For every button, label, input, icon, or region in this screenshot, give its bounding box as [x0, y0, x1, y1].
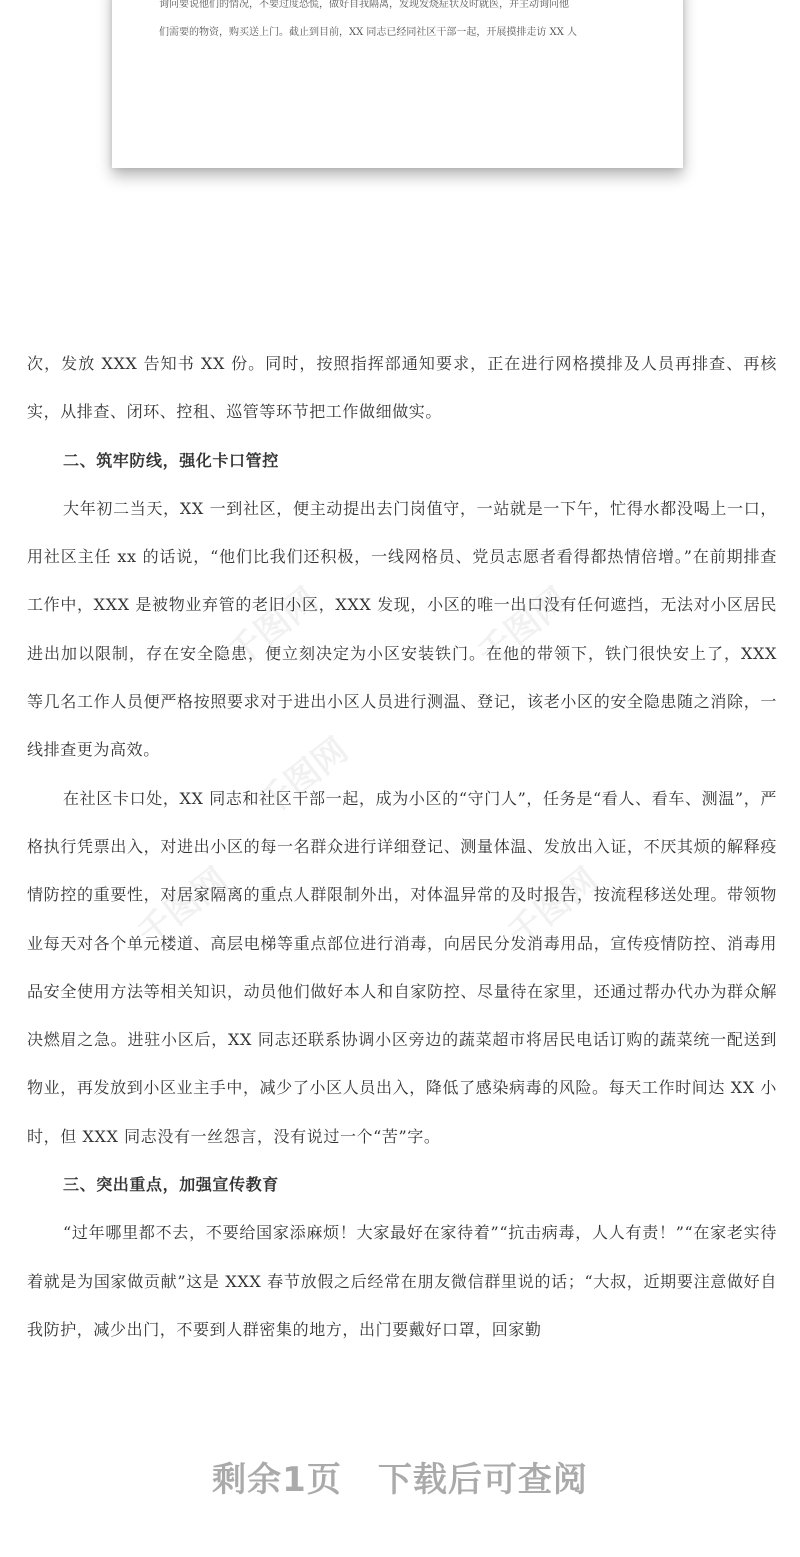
section-heading-3: 三、突出重点，加强宣传教育: [63, 1175, 279, 1195]
watermark-logo: 千图网: [470, 580, 576, 675]
preview-page-card: [112, 0, 683, 168]
paragraph-publicity: “过年哪里都不去，不要给国家添麻烦！大家最好在家待着”“抗击病毒，人人有责！”“在家老实待着就是为国家做贡献”这是 XXX 春节放假之后经常在朋友微信群里说的话；“大叔，近期要注意做好自我防护，减少出门，不要到人群密集的地方，出门要戴好口罩，回家勤: [27, 1223, 777, 1339]
paragraph-checkpoint: 在社区卡口处，XX 同志和社区干部一起，成为小区的“守门人”，任务是“看人、看车、测温”，严格执行凭票出入，对进出小区的每一名群众进行详细登记、测量体温、发放出入证，不厌其烦的解释疫情防控的重要性，对居家隔离的重点人群限制外出，对体温异常的及时报告，按流程移送处理。带领物业每天对各个单元楼道、高层电梯等重点部位进行消毒，向居民分发消毒用品，宣传疫情防控、消毒用品安全使用方法等相关知识，动员他们做好本人和自家防控、尽量待在家里，还通过帮办代办为群众解决燃眉之急。进驻小区后，XX 同志还联系协调小区旁边的蔬菜超市将居民电话订购的蔬菜统一配送到物业，再发放到小区业主手中，减少了小区人员出入，降低了感染病毒的风险。每天工作时间达 XX 小时，但 XXX 同志没有一丝怨言，没有说过一个“苦”字。: [27, 788, 777, 1146]
section-heading-2: 二、筑牢防线，强化卡口管控: [63, 450, 279, 470]
watermark-logo: 千图网: [220, 580, 326, 675]
preview-text-line: 询问要说他们的情况，不要过度恐慌，做好自我隔离，发现发烧症状及时就医，并主动询问他: [159, 0, 569, 10]
download-prompt-label: 下载后可查阅: [377, 1460, 588, 1500]
watermark-logo: 千图网: [250, 730, 356, 825]
watermark-logo: 千图网: [500, 860, 606, 955]
watermark-logo: 千图网: [130, 860, 236, 955]
paragraph-continuation: 次，发放 XXX 告知书 XX 份。同时，按照指挥部通知要求，正在进行网格摸排及人员再排查、再核实，从排查、闭环、控租、巡管等环节把工作做细做实。: [27, 354, 777, 422]
preview-text-line: 们需要的物资，购买送上门。截止到目前，XX 同志已经同社区干部一起，开展摸排走访 XX 人: [159, 27, 578, 38]
paragraph-gate-duty: 大年初二当天，XX 一到社区，便主动提出去门岗值守，一站就是一下午，忙得水都没喝上一口，用社区主任 xx 的话说，“他们比我们还积极，一线网格员、党员志愿者看得都热情倍增。”在前期排查工作中，XXX 是被物业弃管的老旧小区，XXX 发现，小区的唯一出口没有任何遮挡，无法对小区居民进出加以限制，存在安全隐患，便立刻决定为小区安装铁门。在他的带领下，铁门很快安上了，XXX 等几名工作人员便严格按照要求对于进出小区人员进行测温、登记，该老小区的安全隐患随之消除，一线排查更为高效。: [27, 498, 777, 760]
remaining-pages-label: 剩余1页: [212, 1460, 342, 1500]
download-to-read-banner[interactable]: [0, 1452, 800, 1501]
document-body: [27, 340, 777, 1354]
